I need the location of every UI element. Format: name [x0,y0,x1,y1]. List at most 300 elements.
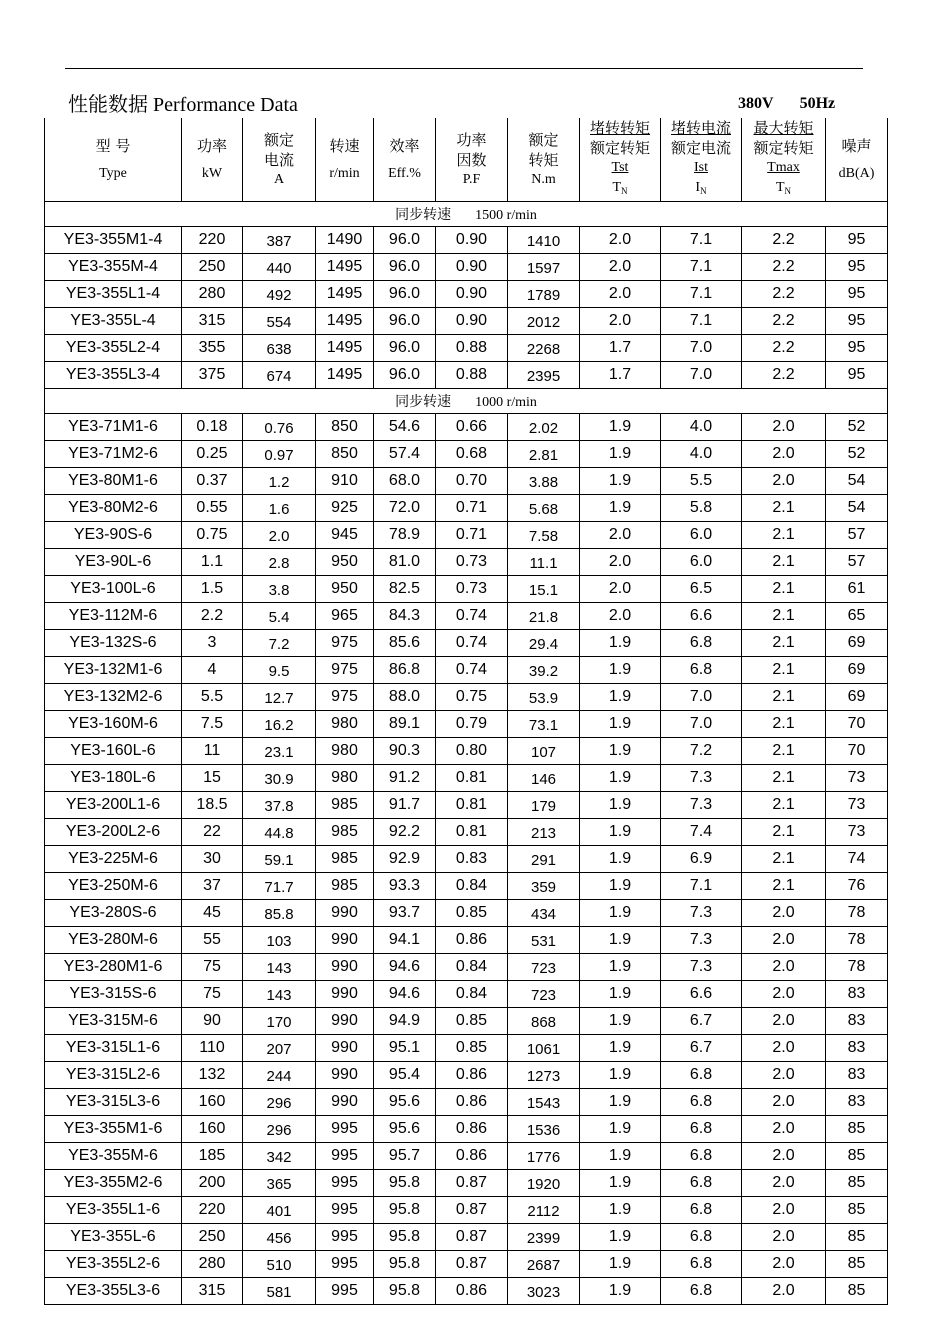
cell-efficiency: 95.6 [374,1089,436,1116]
cell-noise: 85 [826,1116,888,1143]
cell-locked-current-ratio: 7.3 [661,765,742,792]
cell-torque: 146 [508,765,580,792]
cell-current: 510 [243,1251,316,1278]
cell-speed: 990 [316,1089,374,1116]
cell-torque: 53.9 [508,684,580,711]
table-row [45,1170,888,1197]
cell-type: YE3-280S-6 [45,900,182,927]
table-row [45,495,888,522]
table-row [45,308,888,335]
table-row [45,603,888,630]
cell-locked-torque-ratio: 2.0 [580,308,661,335]
cell-type: YE3-355L-4 [45,308,182,335]
cell-power-factor: 0.68 [436,441,508,468]
cell-locked-torque-ratio: 1.9 [580,1062,661,1089]
cell-type: YE3-355M1-6 [45,1116,182,1143]
cell-noise: 61 [826,576,888,603]
cell-current: 244 [243,1062,316,1089]
cell-power: 375 [182,362,243,389]
cell-efficiency: 86.8 [374,657,436,684]
cell-locked-torque-ratio: 1.9 [580,900,661,927]
cell-current: 1.2 [243,468,316,495]
table-row [45,711,888,738]
cell-noise: 57 [826,522,888,549]
cell-locked-current-ratio: 4.0 [661,414,742,441]
col-header-zh: 型 号 [95,136,131,155]
cell-power-factor: 0.80 [436,738,508,765]
col-header-unit: Type [99,165,127,181]
cell-max-torque-ratio: 2.0 [742,1224,826,1251]
cell-speed: 995 [316,1251,374,1278]
cell-power: 3 [182,630,243,657]
cell-speed: 925 [316,495,374,522]
cell-noise: 85 [826,1143,888,1170]
cell-locked-current-ratio: 7.3 [661,900,742,927]
col-header-zh: 额定 [528,130,559,149]
col-header-zh: 转速 [329,136,360,155]
cell-speed: 975 [316,630,374,657]
cell-torque: 1776 [508,1143,580,1170]
cell-noise: 85 [826,1251,888,1278]
cell-speed: 850 [316,441,374,468]
cell-power: 90 [182,1008,243,1035]
cell-locked-torque-ratio: 2.0 [580,281,661,308]
cell-noise: 85 [826,1197,888,1224]
cell-power-factor: 0.86 [436,1089,508,1116]
cell-locked-torque-ratio: 1.9 [580,981,661,1008]
cell-power-factor: 0.87 [436,1251,508,1278]
cell-type: YE3-180L-6 [45,765,182,792]
col-header-zh: 额定 [263,130,294,149]
ratio-denominator-subscript: N [784,186,792,196]
table-row [45,522,888,549]
cell-power-factor: 0.85 [436,900,508,927]
cell-torque: 7.58 [508,522,580,549]
cell-current: 440 [243,254,316,281]
cell-speed: 985 [316,873,374,900]
cell-power-factor: 0.74 [436,657,508,684]
cell-efficiency: 82.5 [374,576,436,603]
section-header [45,389,888,414]
cell-efficiency: 84.3 [374,603,436,630]
cell-type: YE3-355M1-4 [45,227,182,254]
cell-type: YE3-355L3-4 [45,362,182,389]
cell-speed: 980 [316,711,374,738]
cell-noise: 73 [826,819,888,846]
cell-locked-torque-ratio: 1.9 [580,1089,661,1116]
cell-locked-current-ratio: 6.0 [661,549,742,576]
col-header-zh: 额定电流 [670,139,731,157]
cell-efficiency: 85.6 [374,630,436,657]
cell-power-factor: 0.87 [436,1170,508,1197]
cell-speed: 1495 [316,308,374,335]
page-title: 性能数据 Performance Data [68,94,298,116]
cell-locked-torque-ratio: 1.9 [580,1224,661,1251]
cell-efficiency: 57.4 [374,441,436,468]
cell-torque: 1920 [508,1170,580,1197]
cell-current: 30.9 [243,765,316,792]
cell-locked-current-ratio: 7.1 [661,308,742,335]
cell-efficiency: 81.0 [374,549,436,576]
cell-max-torque-ratio: 2.1 [742,549,826,576]
col-header-unit: kW [201,165,223,181]
cell-current: 7.2 [243,630,316,657]
cell-torque: 434 [508,900,580,927]
cell-torque: 1536 [508,1116,580,1143]
cell-speed: 945 [316,522,374,549]
cell-efficiency: 78.9 [374,522,436,549]
cell-current: 2.0 [243,522,316,549]
ratio-denominator [742,178,825,201]
cell-noise: 95 [826,281,888,308]
cell-locked-torque-ratio: 1.9 [580,846,661,873]
cell-speed: 990 [316,927,374,954]
cell-max-torque-ratio: 2.0 [742,441,826,468]
cell-power-factor: 0.73 [436,549,508,576]
cell-locked-torque-ratio: 1.9 [580,630,661,657]
cell-power: 110 [182,1035,243,1062]
cell-power: 15 [182,765,243,792]
cell-current: 2.8 [243,549,316,576]
cell-locked-current-ratio: 7.3 [661,954,742,981]
cell-efficiency: 96.0 [374,254,436,281]
cell-power: 45 [182,900,243,927]
cell-max-torque-ratio: 2.1 [742,792,826,819]
cell-torque: 723 [508,954,580,981]
cell-efficiency: 95.8 [374,1197,436,1224]
cell-type: YE3-90S-6 [45,522,182,549]
cell-max-torque-ratio: 2.1 [742,603,826,630]
cell-efficiency: 96.0 [374,227,436,254]
cell-locked-current-ratio: 6.0 [661,522,742,549]
cell-type: YE3-355M2-6 [45,1170,182,1197]
cell-current: 143 [243,981,316,1008]
top-rule [65,68,863,69]
cell-locked-torque-ratio: 1.9 [580,1143,661,1170]
col-header-zh: 额定转矩 [589,139,650,157]
cell-speed: 910 [316,468,374,495]
cell-locked-torque-ratio: 1.9 [580,1116,661,1143]
cell-current: 37.8 [243,792,316,819]
cell-max-torque-ratio: 2.0 [742,981,826,1008]
ratio-denominator [661,178,741,201]
cell-noise: 85 [826,1278,888,1305]
col-header-speed [316,118,374,202]
section-header-row [45,389,888,414]
cell-speed: 995 [316,1197,374,1224]
cell-speed: 990 [316,1062,374,1089]
cell-current: 0.97 [243,441,316,468]
cell-efficiency: 96.0 [374,308,436,335]
cell-type: YE3-355L1-4 [45,281,182,308]
cell-efficiency: 91.7 [374,792,436,819]
cell-noise: 83 [826,1089,888,1116]
cell-speed: 985 [316,819,374,846]
col-header-zh: 电流 [263,150,294,169]
cell-torque: 21.8 [508,603,580,630]
col-header-unit: A [273,171,285,187]
cell-torque: 1597 [508,254,580,281]
cell-current: 143 [243,954,316,981]
ratio-numerator: Ist [694,160,708,175]
cell-power-factor: 0.85 [436,1035,508,1062]
cell-locked-current-ratio: 7.3 [661,792,742,819]
cell-speed: 1495 [316,281,374,308]
cell-power: 0.37 [182,468,243,495]
cell-locked-torque-ratio: 1.9 [580,1008,661,1035]
cell-current: 492 [243,281,316,308]
cell-efficiency: 94.9 [374,1008,436,1035]
cell-efficiency: 91.2 [374,765,436,792]
cell-type: YE3-315L2-6 [45,1062,182,1089]
table-row [45,657,888,684]
cell-locked-current-ratio: 6.8 [661,1197,742,1224]
cell-speed: 995 [316,1116,374,1143]
cell-locked-torque-ratio: 1.9 [580,1035,661,1062]
cell-locked-torque-ratio: 2.0 [580,549,661,576]
cell-power: 18.5 [182,792,243,819]
cell-torque: 73.1 [508,711,580,738]
cell-current: 296 [243,1089,316,1116]
cell-power-factor: 0.81 [436,792,508,819]
cell-type: YE3-160L-6 [45,738,182,765]
cell-type: YE3-112M-6 [45,603,182,630]
cell-locked-torque-ratio: 1.9 [580,1278,661,1305]
table-row [45,684,888,711]
cell-noise: 83 [826,1035,888,1062]
cell-power: 315 [182,1278,243,1305]
cell-power-factor: 0.90 [436,227,508,254]
cell-current: 16.2 [243,711,316,738]
cell-speed: 990 [316,1035,374,1062]
cell-locked-current-ratio: 6.8 [661,1278,742,1305]
cell-type: YE3-315L1-6 [45,1035,182,1062]
cell-efficiency: 95.8 [374,1251,436,1278]
cell-locked-current-ratio: 7.1 [661,873,742,900]
cell-noise: 76 [826,873,888,900]
cell-torque: 723 [508,981,580,1008]
col-header-power-factor [436,118,508,202]
cell-speed: 980 [316,738,374,765]
cell-speed: 990 [316,1008,374,1035]
cell-max-torque-ratio: 2.1 [742,846,826,873]
cell-power-factor: 0.83 [436,846,508,873]
frequency-label: 50Hz [799,95,836,112]
col-header-zh: 功率 [456,130,487,149]
cell-speed: 990 [316,981,374,1008]
cell-noise: 73 [826,765,888,792]
cell-speed: 950 [316,576,374,603]
col-header-locked-torque-ratio [580,118,661,202]
cell-locked-torque-ratio: 1.7 [580,362,661,389]
cell-max-torque-ratio: 2.2 [742,227,826,254]
cell-current: 23.1 [243,738,316,765]
cell-power-factor: 0.66 [436,414,508,441]
cell-type: YE3-315M-6 [45,1008,182,1035]
col-header-max-torque-ratio [742,118,826,202]
col-header-unit: P.F [462,171,481,187]
cell-speed: 1495 [316,362,374,389]
ratio-denominator-symbol: T [612,180,622,195]
cell-power-factor: 0.87 [436,1224,508,1251]
cell-speed: 1490 [316,227,374,254]
cell-current: 207 [243,1035,316,1062]
cell-locked-current-ratio: 6.8 [661,1062,742,1089]
cell-locked-torque-ratio: 1.9 [580,414,661,441]
cell-max-torque-ratio: 2.1 [742,711,826,738]
cell-current: 365 [243,1170,316,1197]
cell-current: 9.5 [243,657,316,684]
cell-torque: 359 [508,873,580,900]
cell-efficiency: 88.0 [374,684,436,711]
cell-power-factor: 0.70 [436,468,508,495]
cell-max-torque-ratio: 2.1 [742,495,826,522]
cell-type: YE3-132M1-6 [45,657,182,684]
table-row [45,414,888,441]
table-row [45,549,888,576]
cell-current: 85.8 [243,900,316,927]
cell-current: 59.1 [243,846,316,873]
cell-max-torque-ratio: 2.2 [742,335,826,362]
cell-locked-torque-ratio: 1.9 [580,468,661,495]
cell-torque: 3023 [508,1278,580,1305]
col-header-zh: 噪声 [841,136,872,155]
cell-power-factor: 0.86 [436,1143,508,1170]
cell-locked-torque-ratio: 2.0 [580,254,661,281]
cell-torque: 531 [508,927,580,954]
cell-power: 11 [182,738,243,765]
cell-power-factor: 0.90 [436,254,508,281]
table-row [45,362,888,389]
cell-locked-current-ratio: 6.8 [661,1089,742,1116]
cell-type: YE3-355L2-4 [45,335,182,362]
cell-max-torque-ratio: 2.2 [742,362,826,389]
cell-type: YE3-80M2-6 [45,495,182,522]
cell-efficiency: 95.1 [374,1035,436,1062]
cell-power-factor: 0.81 [436,819,508,846]
table-header [45,118,888,202]
table-row [45,792,888,819]
cell-max-torque-ratio: 2.0 [742,927,826,954]
cell-max-torque-ratio: 2.0 [742,414,826,441]
cell-type: YE3-355L-6 [45,1224,182,1251]
cell-type: YE3-80M1-6 [45,468,182,495]
cell-locked-torque-ratio: 1.9 [580,657,661,684]
cell-current: 1.6 [243,495,316,522]
cell-noise: 95 [826,227,888,254]
cell-current: 674 [243,362,316,389]
table-row [45,1224,888,1251]
cell-power: 280 [182,281,243,308]
table-row [45,1197,888,1224]
cell-current: 581 [243,1278,316,1305]
cell-max-torque-ratio: 2.1 [742,738,826,765]
cell-type: YE3-280M-6 [45,927,182,954]
cell-power: 315 [182,308,243,335]
cell-max-torque-ratio: 2.0 [742,1143,826,1170]
cell-efficiency: 96.0 [374,362,436,389]
cell-power-factor: 0.84 [436,981,508,1008]
cell-type: YE3-315S-6 [45,981,182,1008]
cell-noise: 65 [826,603,888,630]
cell-max-torque-ratio: 2.0 [742,1116,826,1143]
cell-noise: 95 [826,362,888,389]
cell-locked-torque-ratio: 1.9 [580,1251,661,1278]
ratio-numerator: Tst [611,160,629,175]
cell-power-factor: 0.79 [436,711,508,738]
cell-max-torque-ratio: 2.0 [742,900,826,927]
performance-table [44,118,888,1305]
cell-power: 75 [182,954,243,981]
cell-efficiency: 96.0 [374,281,436,308]
col-header-type [45,118,182,202]
cell-type: YE3-200L2-6 [45,819,182,846]
cell-noise: 69 [826,657,888,684]
cell-current: 3.8 [243,576,316,603]
cell-locked-torque-ratio: 2.0 [580,576,661,603]
cell-max-torque-ratio: 2.1 [742,630,826,657]
cell-noise: 52 [826,414,888,441]
table-row [45,873,888,900]
cell-locked-current-ratio: 7.0 [661,711,742,738]
table-row [45,576,888,603]
cell-torque: 2395 [508,362,580,389]
col-header-zh: 转矩 [528,150,559,169]
cell-speed: 995 [316,1170,374,1197]
section-header [45,202,888,227]
cell-locked-current-ratio: 7.1 [661,254,742,281]
cell-locked-current-ratio: 6.8 [661,1170,742,1197]
cell-power-factor: 0.75 [436,684,508,711]
cell-speed: 990 [316,954,374,981]
cell-locked-torque-ratio: 1.9 [580,954,661,981]
cell-current: 342 [243,1143,316,1170]
table-row [45,927,888,954]
cell-locked-torque-ratio: 1.9 [580,684,661,711]
cell-current: 401 [243,1197,316,1224]
cell-power: 0.25 [182,441,243,468]
cell-torque: 11.1 [508,549,580,576]
cell-noise: 83 [826,1008,888,1035]
cell-noise: 78 [826,900,888,927]
cell-power-factor: 0.71 [436,522,508,549]
table-row [45,441,888,468]
cell-type: YE3-355M-4 [45,254,182,281]
cell-power-factor: 0.90 [436,281,508,308]
cell-max-torque-ratio: 2.1 [742,873,826,900]
cell-efficiency: 96.0 [374,335,436,362]
ratio-numerator: Tmax [767,160,800,175]
cell-current: 638 [243,335,316,362]
cell-locked-current-ratio: 6.7 [661,1035,742,1062]
cell-efficiency: 95.8 [374,1170,436,1197]
cell-efficiency: 95.7 [374,1143,436,1170]
cell-max-torque-ratio: 2.0 [742,1008,826,1035]
cell-type: YE3-71M1-6 [45,414,182,441]
cell-locked-current-ratio: 6.7 [661,1008,742,1035]
cell-efficiency: 93.7 [374,900,436,927]
cell-torque: 868 [508,1008,580,1035]
cell-efficiency: 72.0 [374,495,436,522]
cell-noise: 78 [826,927,888,954]
cell-locked-torque-ratio: 1.9 [580,1170,661,1197]
cell-efficiency: 94.6 [374,954,436,981]
ratio-denominator-symbol: T [775,180,785,195]
cell-power: 7.5 [182,711,243,738]
cell-torque: 29.4 [508,630,580,657]
cell-noise: 78 [826,954,888,981]
cell-max-torque-ratio: 2.0 [742,954,826,981]
